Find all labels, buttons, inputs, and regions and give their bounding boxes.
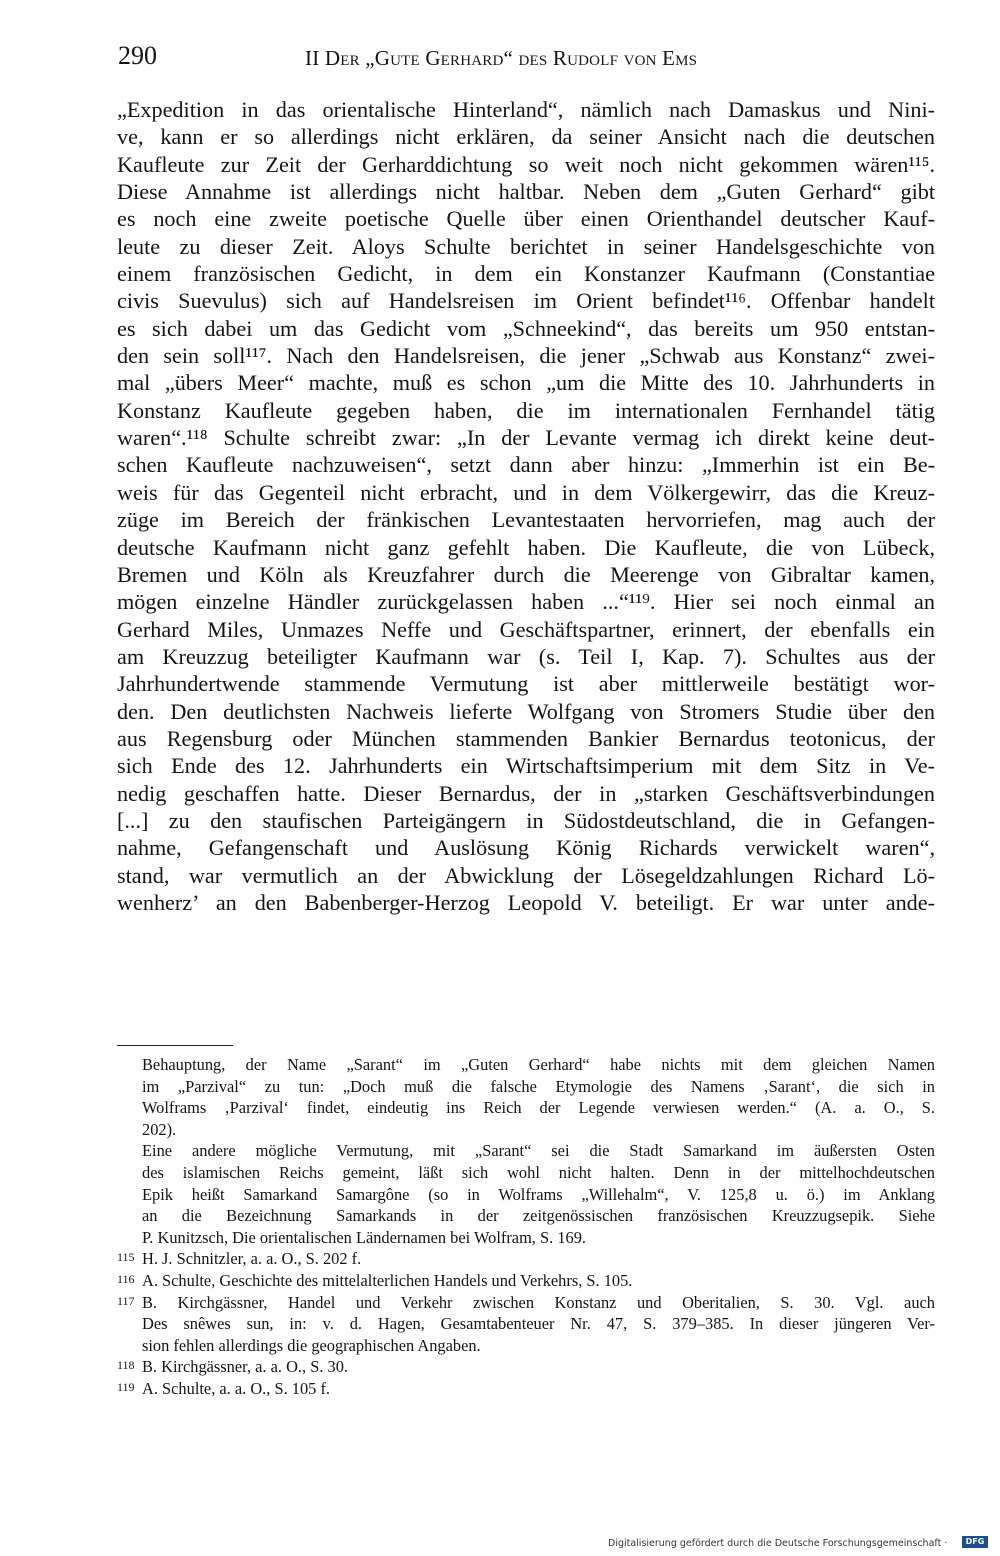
footnote-line: A. Schulte, Geschichte des mittelalterlichen Handels und Verkehrs, S. 105. (142, 1270, 633, 1290)
footnote-separator (117, 1045, 233, 1046)
footnote-line: Wolframs ‚Parzival‘ findet, eindeutig ins Reich der Legende verwiesen werden.“ (A. a. O., S. (142, 1098, 935, 1118)
body-line: mögen einzelne Händler zurückgelassen haben ...“¹¹⁹. Hier sei noch einmal an (117, 589, 935, 615)
footnote-number: 116 (117, 1271, 135, 1286)
running-head: II Der „Gute Gerhard“ des Rudolf von Ems (305, 46, 698, 70)
body-line: [...] zu den staufischen Parteigängern in Südostdeutschland, die in Gefangen- (117, 807, 935, 833)
footnote-119 (117, 1378, 935, 1400)
footnote-line: B. Kirchgässner, Handel und Verkehr zwischen Konstanz und Oberitalien, S. 30. Vgl. auch (142, 1292, 935, 1312)
body-line: wenherz’ an den Babenberger-Herzog Leopold V. beteiligt. Er war unter ande- (117, 889, 935, 915)
footnote-paragraph (142, 1140, 935, 1248)
footnote-line: sion fehlen allerdings die geographischen Angaben. (142, 1335, 481, 1355)
body-line: sich Ende des 12. Jahrhunderts ein Wirtschaftsimperium mit dem Sitz in Ve- (117, 753, 935, 779)
body-line: nahme, Gefangenschaft und Auslösung König Richards verwickelt waren“, (117, 835, 935, 861)
footnote-number: 118 (117, 1358, 135, 1373)
body-line: Diese Annahme ist allerdings nicht haltbar. Neben dem „Guten Gerhard“ gibt (117, 179, 935, 205)
footnotes (117, 1054, 935, 1400)
page-number: 290 (118, 41, 157, 70)
body-line: einem französischen Gedicht, in dem ein Konstanzer Kaufmann (Constantiae (117, 261, 935, 287)
footnote-line: Eine andere mögliche Vermutung, mit „Sarant“ sei die Stadt Samarkand im äußersten Osten (142, 1141, 935, 1161)
footnote-number: 117 (117, 1293, 135, 1308)
body-line: Kaufleute zur Zeit der Gerharddichtung so weit noch nicht gekommen wären¹¹⁵. (117, 151, 935, 177)
body-line: mal „übers Meer“ machte, muß es schon „um die Mitte des 10. Jahrhunderts in (117, 370, 935, 396)
body-line: es noch eine zweite poetische Quelle über einen Orienthandel deutscher Kauf- (117, 206, 935, 232)
footnote-line: an die Bezeichnung Samarkands in der zeitgenössischen französischen Kreuzzugsepik. Siehe (142, 1206, 935, 1226)
body-line: es sich dabei um das Gedicht vom „Schneekind“, das bereits um 950 entstan- (117, 315, 935, 341)
footnote-line: A. Schulte, a. a. O., S. 105 f. (142, 1378, 331, 1398)
body-line: am Kreuzzug beteiligter Kaufmann war (s. Teil I, Kap. 7). Schultes aus der (117, 643, 935, 669)
body-line: stand, war vermutlich an der Abwicklung der Lösegeldzahlungen Richard Lö- (117, 862, 935, 888)
body-line: Jahrhundertwende stammende Vermutung ist aber mittlerweile bestätigt wor- (117, 671, 935, 697)
footnote-line: 202). (142, 1119, 177, 1139)
body-line: weis für das Gegenteil nicht erbracht, und in dem Völkergewirr, das die Kreuz- (117, 479, 935, 505)
footnote-line: Behauptung, der Name „Sarant“ im „Guten Gerhard“ habe nichts mit dem gleichen Namen (142, 1055, 935, 1074)
body-line: den sein soll¹¹⁷. Nach den Handelsreisen, die jener „Schwab aus Konstanz“ zwei- (117, 343, 935, 369)
body-line: Gerhard Miles, Unmazes Neffe und Geschäftspartner, erinnert, der ebenfalls ein (117, 616, 935, 642)
body-line: civis Suevulus) sich auf Handelsreisen im Orient befindet¹¹⁶. Offenbar handelt (117, 288, 935, 314)
footnote-line: im „Parzival“ zu tun: „Doch muß die falsche Etymologie des Namens ‚Sarant‘, die sich in (142, 1076, 935, 1096)
body-line: den. Den deutlichsten Nachweis lieferte Wolfgang von Stromers Studie über den (117, 698, 935, 724)
digitization-note: Digitalisierung gefördert durch die Deutsche Forschungsgemeinschaft · (608, 1538, 948, 1549)
footnote-116 (117, 1270, 935, 1292)
body-line: Konstanz Kaufleute gegeben haben, die im internationalen Fernhandel tätig (117, 397, 935, 423)
footnote-115 (117, 1248, 935, 1270)
footnote-number: 115 (117, 1250, 135, 1265)
footnote-line: Epik heißt Samarkand Samargône (so in Wolframs „Willehalm“, V. 125,8 u. ö.) im Anklang (142, 1184, 935, 1204)
body-line: waren“.¹¹⁸ Schulte schreibt zwar: „In der Levante vermag ich direkt keine deut- (117, 425, 935, 451)
footnote-118 (117, 1356, 935, 1378)
dfg-logo: DFG (962, 1536, 988, 1548)
footnote-line: B. Kirchgässner, a. a. O., S. 30. (142, 1357, 349, 1377)
body-line: schen Kaufleute nachzuweisen“, setzt dann aber hinzu: „Immerhin ist ein Be- (117, 452, 935, 478)
footnote-line: H. J. Schnitzler, a. a. O., S. 202 f. (142, 1249, 362, 1269)
body-line: züge im Bereich der fränkischen Levantestaaten hervorriefen, mag auch der (117, 507, 935, 533)
footnote-line: P. Kunitzsch, Die orientalischen Ländernamen bei Wolfram, S. 169. (142, 1227, 587, 1247)
footnote-117 (117, 1292, 935, 1357)
main-text (117, 96, 935, 916)
body-line: leute zu dieser Zeit. Aloys Schulte berichtet in seiner Handelsgeschichte von (117, 233, 935, 259)
footnote-line: des islamischen Reichs gemeint, läßt sich wohl nicht halten. Denn in der mittelhochdeutschen (142, 1162, 935, 1182)
footnote-number: 119 (117, 1379, 135, 1394)
footnote-continuation (142, 1054, 935, 1140)
body-line: Bremen und Köln als Kreuzfahrer durch die Meerenge von Gibraltar kamen, (117, 561, 935, 587)
body-line: „Expedition in das orientalische Hinterland“, nämlich nach Damaskus und Nini- (117, 97, 935, 122)
body-line: nedig geschaffen hatte. Dieser Bernardus, der in „starken Geschäftsverbindungen (117, 780, 935, 806)
body-line: ve, kann er so allerdings nicht erklären, da seiner Ansicht nach die deutschen (117, 124, 935, 150)
footnote-line: Des snêwes sun, in: v. d. Hagen, Gesamtabenteuer Nr. 47, S. 379–385. In dieser jüngeren Ver- (142, 1314, 935, 1334)
body-line: aus Regensburg oder München stammenden Bankier Bernardus teotonicus, der (117, 725, 935, 751)
body-line: deutsche Kaufmann nicht ganz gefehlt haben. Die Kaufleute, die von Lübeck, (117, 534, 935, 560)
